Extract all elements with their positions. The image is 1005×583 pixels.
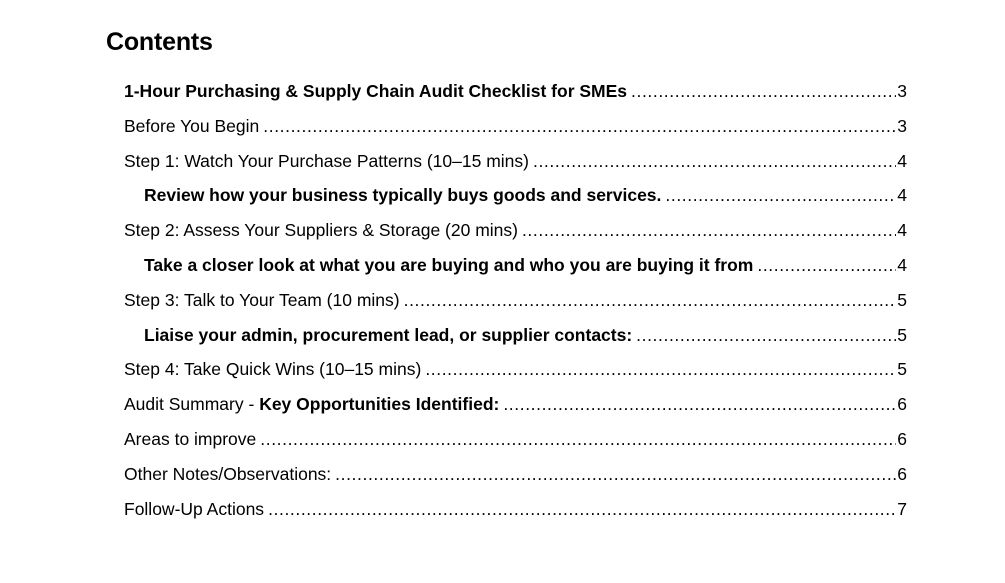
toc-entry-title: Step 4: Take Quick Wins (10–15 mins) — [124, 359, 422, 380]
toc-entry[interactable] — [124, 392, 907, 427]
toc-dot-leader — [757, 253, 896, 277]
toc-entry-title: Step 2: Assess Your Suppliers & Storage (20 mins) — [124, 220, 518, 241]
toc-dot-leader — [522, 218, 896, 242]
toc-entry-title: Step 3: Talk to Your Team (10 mins) — [124, 289, 400, 310]
toc-entry-title: Take a closer look at what you are buying and who you are buying it from — [144, 254, 754, 275]
toc-dot-leader — [425, 357, 896, 381]
toc-dot-leader — [503, 392, 896, 416]
toc-entry[interactable] — [124, 253, 907, 288]
toc-dot-leader — [631, 79, 896, 103]
toc-entry-title: Follow-Up Actions — [124, 498, 265, 519]
toc-entry-title-strong: Key Opportunities Identified: — [259, 394, 500, 415]
toc-page-number: 3 — [897, 81, 907, 101]
toc-dot-leader — [533, 149, 896, 173]
toc-list — [124, 79, 907, 531]
toc-entry[interactable] — [124, 79, 907, 114]
toc-entry-title: Review how your business typically buys goods and services. — [144, 185, 662, 206]
toc-heading: Contents — [106, 28, 213, 56]
toc-entry-title — [124, 392, 499, 416]
toc-page-number: 3 — [897, 115, 907, 136]
toc-page-number: 4 — [897, 254, 907, 275]
toc-page-number: 4 — [897, 185, 907, 206]
toc-entry-title-plain: Audit Summary - — [124, 394, 260, 415]
toc-entry[interactable] — [124, 218, 907, 253]
toc-entry[interactable] — [124, 462, 907, 497]
toc-entry-title: Step 1: Watch Your Purchase Patterns (10–15 mins) — [124, 150, 529, 171]
toc-dot-leader — [263, 114, 896, 138]
toc-page-number: 5 — [897, 289, 907, 310]
toc-entry-title: 1-Hour Purchasing & Supply Chain Audit Checklist for SMEs — [124, 81, 628, 101]
toc-dot-leader — [335, 462, 896, 486]
toc-dot-leader — [268, 497, 896, 521]
toc-entry-title: Areas to improve — [124, 428, 257, 449]
toc-page-number: 4 — [897, 220, 907, 241]
toc-entry[interactable] — [124, 497, 907, 532]
toc-entry[interactable] — [124, 114, 907, 149]
toc-page-number: 6 — [897, 428, 907, 449]
toc-entry[interactable] — [124, 288, 907, 323]
toc-page-number: 4 — [897, 150, 907, 171]
toc-entry[interactable] — [124, 357, 907, 392]
toc-dot-leader — [636, 323, 896, 347]
toc-page-number: 5 — [897, 359, 907, 380]
toc-entry[interactable] — [124, 149, 907, 184]
toc-page-number: 6 — [897, 394, 907, 415]
toc-page-number: 6 — [897, 463, 907, 484]
toc-entry[interactable] — [124, 183, 907, 218]
toc-entry-title: Other Notes/Observations: — [124, 463, 332, 484]
toc-page-number: 5 — [897, 324, 907, 345]
toc-entry-title: Before You Begin — [124, 115, 260, 136]
toc-entry-title: Liaise your admin, procurement lead, or supplier contacts: — [144, 324, 633, 345]
toc-dot-leader — [260, 427, 896, 451]
toc-entry[interactable] — [124, 323, 907, 358]
toc-page-number: 7 — [897, 498, 907, 519]
toc-dot-leader — [665, 183, 896, 207]
toc-dot-leader — [404, 288, 897, 312]
toc-entry[interactable] — [124, 427, 907, 462]
